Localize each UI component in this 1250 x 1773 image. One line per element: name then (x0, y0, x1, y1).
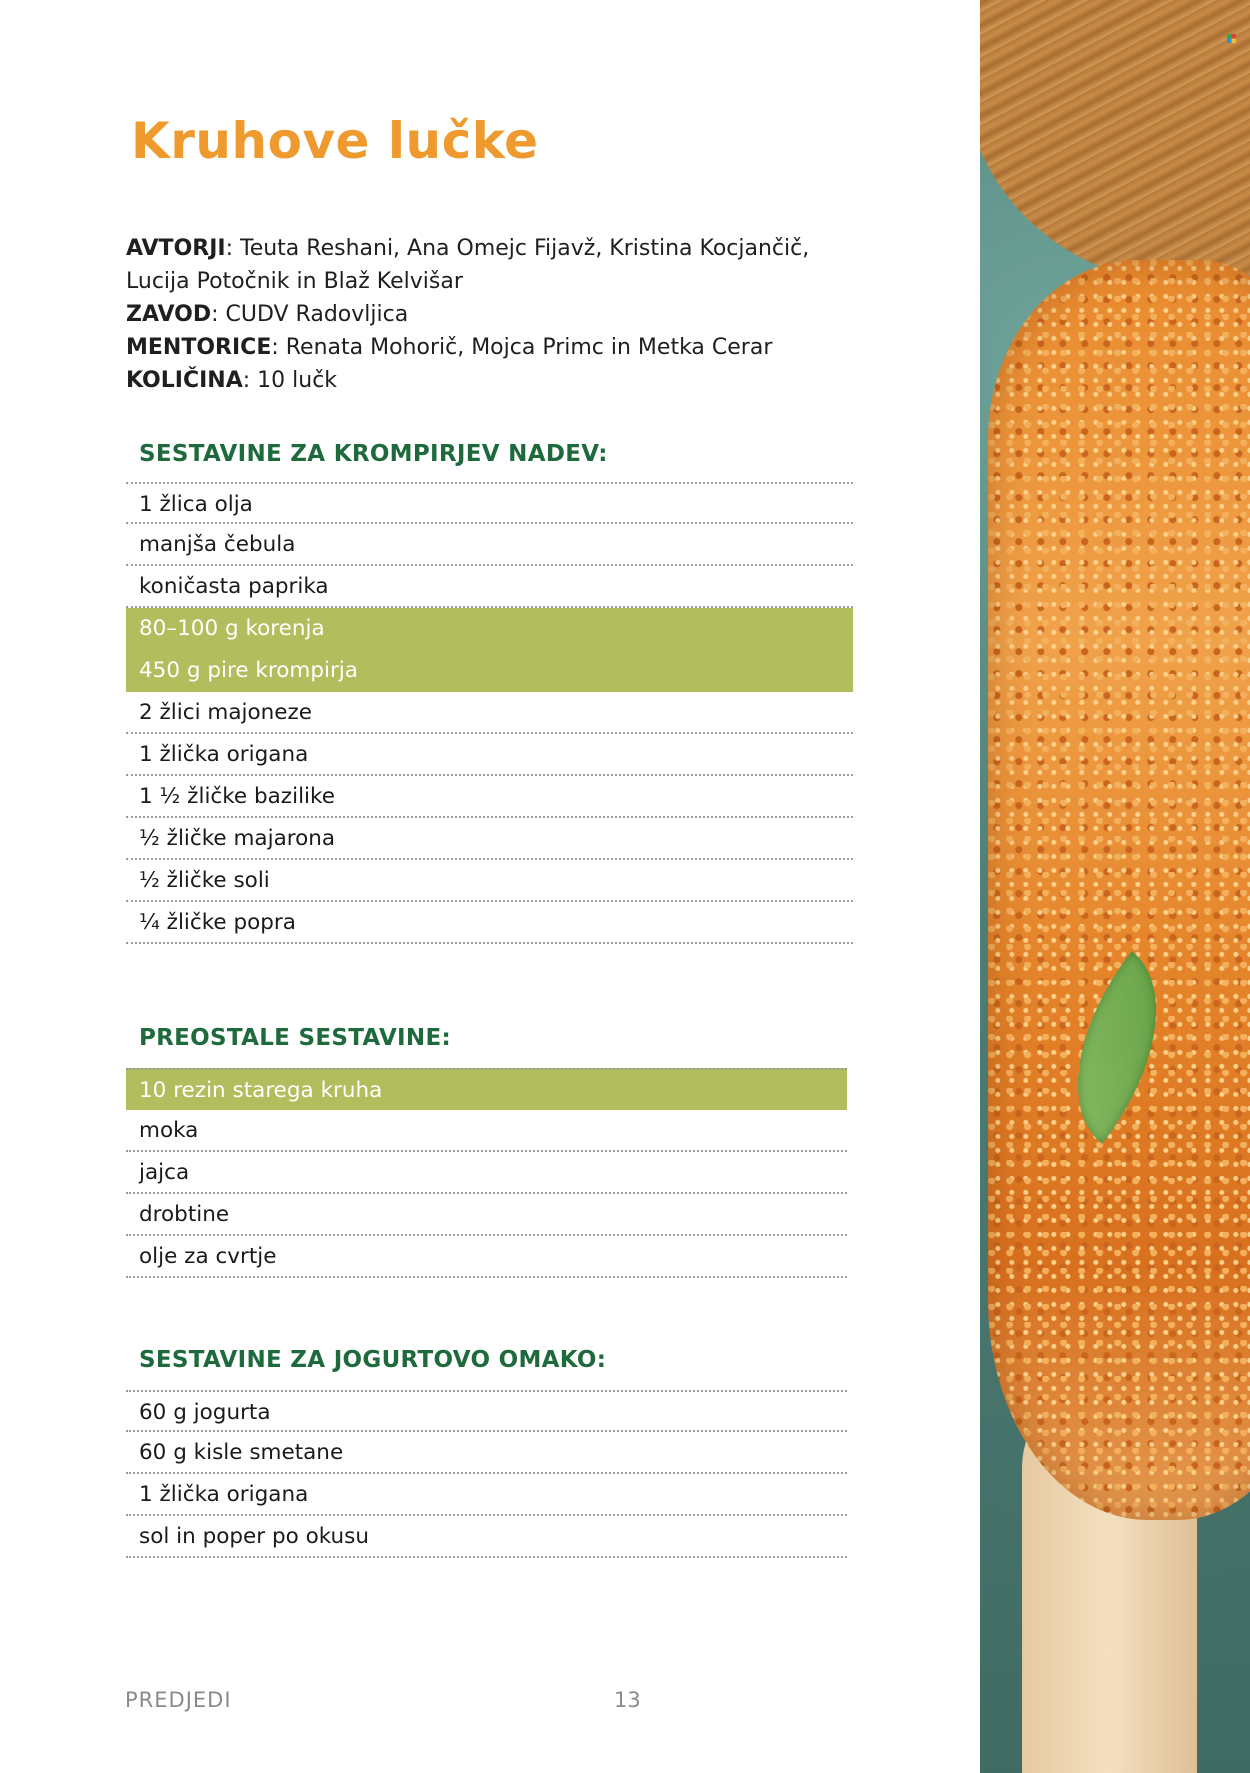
ingredient-item: ½ žličke majarona (126, 818, 853, 860)
mentors-label: MENTORICE (126, 335, 272, 360)
ingredient-list-potato-filling (126, 482, 853, 944)
ingredient-item: 450 g pire krompirja (126, 650, 853, 692)
page-number: 13 (614, 1688, 641, 1712)
institution-value: CUDV Radovljica (225, 302, 409, 327)
breaded-potato-pop (988, 260, 1250, 1520)
ingredient-item: 80–100 g korenja (126, 608, 853, 650)
ingredient-item: drobtine (126, 1194, 847, 1236)
ingredient-item: 10 rezin starega kruha (126, 1068, 847, 1110)
ingredient-item: koničasta paprika (126, 566, 853, 608)
ingredient-item: 2 žlici majoneze (126, 692, 853, 734)
authors-line: AVTORJI: Teuta Reshani, Ana Omejc Fijavž, Kristina Kocjančič, Lucija Potočnik in Blaž Kelvišar (126, 236, 810, 294)
ingredient-item: olje za cvrtje (126, 1236, 847, 1278)
quantity-line: KOLIČINA: 10 lučk (126, 368, 338, 393)
recipe-title: Kruhove lučke (131, 112, 539, 170)
ingredient-item: manjša čebula (126, 524, 853, 566)
authors-value: Teuta Reshani, Ana Omejc Fijavž, Kristina Kocjančič, Lucija Potočnik in Blaž Kelvišar (126, 236, 810, 294)
ingredient-item: 60 g jogurta (126, 1390, 847, 1432)
mentors-line: MENTORICE: Renata Mohorič, Mojca Primc in Metka Cerar (126, 335, 773, 360)
ingredient-item: ½ žličke soli (126, 860, 853, 902)
ingredient-item: 1 žlička origana (126, 1474, 847, 1516)
ingredient-item: 1 ½ žličke bazilike (126, 776, 853, 818)
institution-label: ZAVOD (126, 302, 212, 327)
institution-line: ZAVOD: CUDV Radovljica (126, 302, 409, 327)
quantity-label: KOLIČINA (126, 368, 243, 393)
ingredient-list-other (126, 1068, 847, 1278)
quantity-value: 10 lučk (257, 368, 338, 393)
footer-section-name: PREDJEDI (125, 1688, 232, 1712)
ingredient-item: sol in poper po okusu (126, 1516, 847, 1558)
authors-label: AVTORJI (126, 236, 226, 261)
ingredient-item: moka (126, 1110, 847, 1152)
ingredient-item: 60 g kisle smetane (126, 1432, 847, 1474)
ingredient-item: ¼ žličke popra (126, 902, 853, 944)
mentors-value: Renata Mohorič, Mojca Primc in Metka Cerar (285, 335, 773, 360)
ingredient-item: 1 žlica olja (126, 482, 853, 524)
ingredient-item: 1 žlička origana (126, 734, 853, 776)
section-title-yogurt-sauce: SESTAVINE ZA JOGURTOVO OMAKO: (139, 1347, 607, 1373)
color-mark-icon (1227, 34, 1236, 43)
section-title-potato-filling: SESTAVINE ZA KROMPIRJEV NADEV: (139, 441, 608, 467)
ingredient-item: jajca (126, 1152, 847, 1194)
section-title-other-ingredients: PREOSTALE SESTAVINE: (139, 1025, 451, 1051)
recipe-meta (126, 232, 866, 397)
food-photo (980, 0, 1250, 1773)
ingredient-list-yogurt-sauce (126, 1390, 847, 1558)
